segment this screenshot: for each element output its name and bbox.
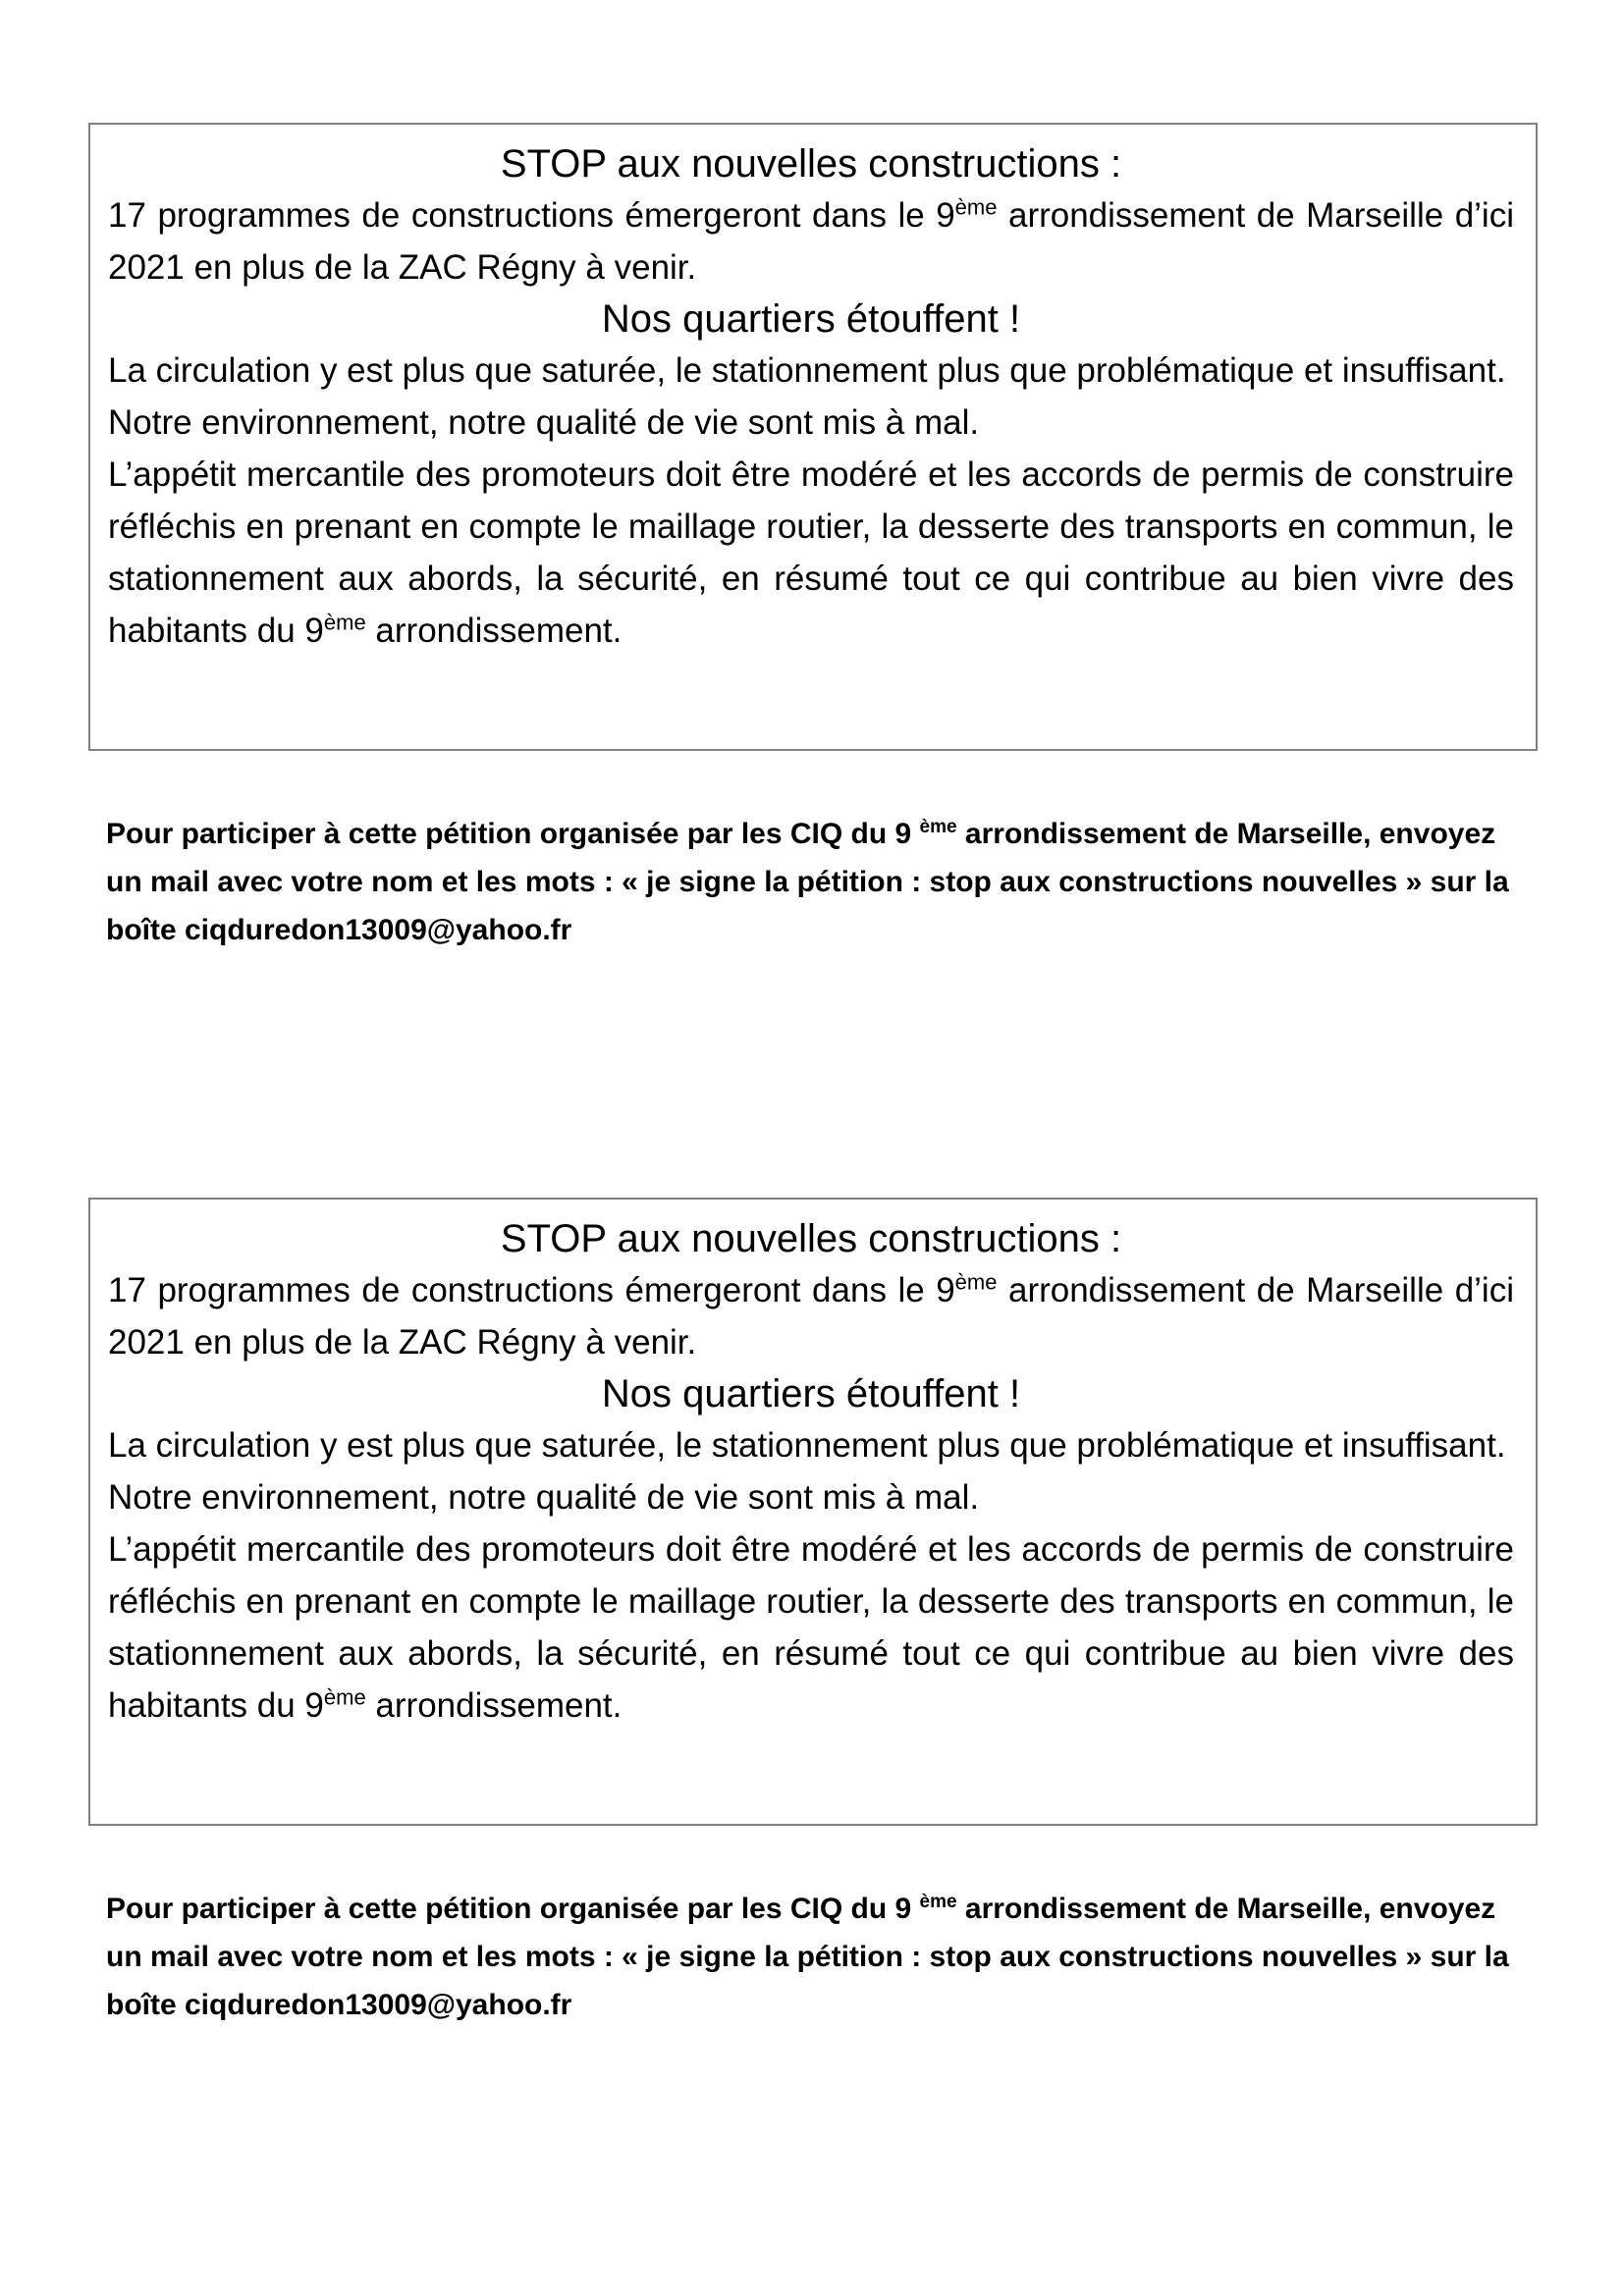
intro-superscript: ème <box>954 1269 998 1295</box>
intro-text-part2: arrondissement de Marseille d’ici 2021 en plus de la ZAC Régny à venir. <box>108 1271 1514 1362</box>
petition-instructions <box>106 810 1520 954</box>
environment-paragraph: Notre environnement, notre qualité de vie sont mis à mal. <box>108 403 980 442</box>
circulation-paragraph: La circulation y est plus que saturée, le stationnement plus que problématique et insuffisant. <box>108 351 1506 390</box>
petition-instructions <box>106 1885 1520 2029</box>
appetite-text-part1: L’appétit mercantile des promoteurs doit être modéré et les accords de permis de construire réfléchis en prenant en compte le maillage routier, la desserte des transports en commun, le stationnement aux abords, la sécurité, en résumé tout ce qui contribue au bien vivre des habitants du 9 <box>108 455 1514 650</box>
appetite-text-part1: L’appétit mercantile des promoteurs doit être modéré et les accords de permis de construire réfléchis en prenant en compte le maillage routier, la desserte des transports en commun, le stationnement aux abords, la sécurité, en résumé tout ce qui contribue au bien vivre des habitants du 9 <box>108 1530 1514 1725</box>
intro-text-part1: 17 programmes de constructions émergeront dans le 9 <box>108 196 955 235</box>
appetite-superscript: ème <box>323 1684 366 1710</box>
intro-text-part1: 17 programmes de constructions émergeront dans le 9 <box>108 1271 955 1309</box>
petition-superscript: ème <box>919 817 957 837</box>
subheadline: Nos quartiers étouffent ! <box>601 297 1021 341</box>
headline: STOP aux nouvelles constructions : <box>500 1217 1122 1260</box>
appetite-paragraph <box>108 1523 1514 1732</box>
petition-superscript: ème <box>919 1892 957 1912</box>
intro-paragraph <box>108 1264 1514 1368</box>
circulation-paragraph: La circulation y est plus que saturée, le stationnement plus que problématique et insuffisant. <box>108 1426 1506 1465</box>
announcement-box <box>88 1198 1538 1826</box>
intro-text-part2: arrondissement de Marseille d’ici 2021 en plus de la ZAC Régny à venir. <box>108 196 1514 287</box>
appetite-text-part2: arrondissement. <box>365 1686 623 1725</box>
petition-text-part2: arrondissement de Marseille, envoyez un mail avec votre nom et les mots : « je signe la pétition : stop aux constructions nouvelles » sur la boîte ciqduredon13009@yahoo.fr <box>106 1893 1509 2021</box>
petition-text-part1: Pour participer à cette pétition organisée par les CIQ du 9 <box>106 818 920 850</box>
subheadline: Nos quartiers étouffent ! <box>601 1372 1021 1415</box>
petition-text-part2: arrondissement de Marseille, envoyez un mail avec votre nom et les mots : « je signe la pétition : stop aux constructions nouvelles » sur la boîte ciqduredon13009@yahoo.fr <box>106 818 1509 946</box>
appetite-superscript: ème <box>323 610 366 635</box>
appetite-paragraph <box>108 449 1514 657</box>
appetite-text-part2: arrondissement. <box>365 612 623 650</box>
headline: STOP aux nouvelles constructions : <box>500 142 1122 186</box>
environment-paragraph: Notre environnement, notre qualité de vie sont mis à mal. <box>108 1478 980 1517</box>
intro-paragraph <box>108 189 1514 294</box>
announcement-box <box>88 123 1538 751</box>
intro-superscript: ème <box>954 194 998 220</box>
petition-text-part1: Pour participer à cette pétition organisée par les CIQ du 9 <box>106 1893 920 1925</box>
